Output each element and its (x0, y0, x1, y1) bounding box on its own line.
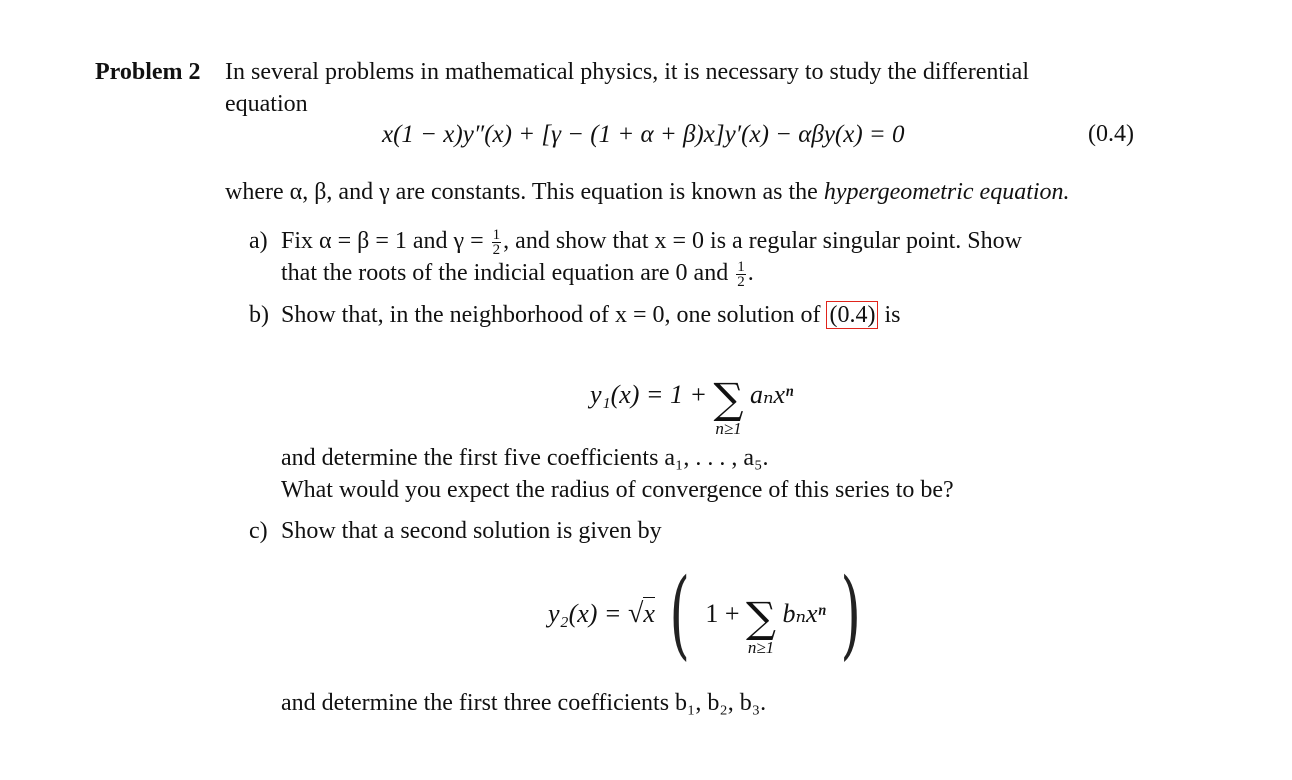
equation-ref-link[interactable]: (0.4) (826, 301, 878, 329)
square-root (628, 598, 655, 630)
formula-y1 (590, 352, 793, 438)
sqrt-argument: x (643, 599, 655, 628)
inner-lead: 1 + (705, 599, 740, 628)
problem-label: Problem 2 (95, 59, 201, 85)
fraction-one-half-2 (736, 260, 746, 289)
part-c-marker: c) (249, 518, 268, 544)
formula-y1-lhs: y₁(x) = 1 + (590, 380, 708, 409)
where-emphasis: hypergeometric equation. (823, 179, 1070, 205)
part-b-line-1-pre: Show that, in the neighborhood of x = 0, one solution of (281, 302, 821, 328)
part-b-marker: b) (249, 302, 269, 328)
where-line (225, 178, 1070, 206)
equation-ref-value: 0.4 (837, 302, 868, 328)
formula-y2-lhs: y₂(x) = (548, 599, 622, 628)
part-c-line-1: Show that a second solution is given by (281, 518, 662, 544)
summation-symbol: ∑ (713, 374, 744, 423)
part-a-line-2-pre: that the roots of the indicial equation are 0 and (281, 260, 729, 286)
part-a-marker: a) (249, 228, 268, 254)
summation-symbol: ∑ (746, 593, 777, 642)
part-a-line-1 (281, 227, 1022, 257)
part-c-line-2: and determine the first three coefficients b₁, b₂, b₃. (281, 690, 767, 716)
equation-number: (0.4) (1088, 121, 1134, 147)
formula-y2-term: bₙxⁿ (782, 599, 826, 628)
part-b-line-3: What would you expect the radius of convergence of this series to be? (281, 477, 954, 503)
summation-c (746, 593, 777, 657)
summation-b (713, 374, 744, 438)
formula-y1-term: aₙxⁿ (750, 380, 794, 409)
radical-sign-icon: √ (627, 598, 644, 629)
fraction-numerator: 1 (492, 226, 501, 243)
part-a-line-1-post: , and show that x = 0 is a regular singular point. Show (503, 228, 1022, 254)
main-equation: x(1 − x)y″(x) + [γ − (1 + α + β)x]y′(x) − αβy(x) = 0 (382, 121, 905, 148)
right-paren-icon: ) (840, 558, 862, 670)
part-a-line-2-post: . (747, 260, 754, 286)
formula-y2 (548, 558, 870, 670)
fraction-denominator: 2 (737, 273, 745, 290)
part-b-line-1 (281, 301, 901, 329)
summation-index: n≥1 (715, 419, 742, 438)
part-a-line-2 (281, 259, 754, 289)
intro-line-1: In several problems in mathematical physics, it is necessary to study the differential (225, 59, 1029, 85)
where-text: where α, β, and γ are constants. This equation is known as the (225, 179, 818, 205)
summation-index: n≥1 (747, 638, 775, 657)
left-paren-icon: ( (669, 558, 691, 670)
intro-line-2: equation (225, 91, 308, 117)
fraction-one-half (492, 228, 502, 257)
part-b-line-1-post: is (884, 302, 901, 328)
part-a-line-1-pre: Fix α = β = 1 and γ = (281, 228, 484, 254)
fraction-denominator: 2 (492, 241, 501, 258)
part-b-line-2: and determine the first five coefficients a₁, . . . , a₅. (281, 445, 769, 471)
fraction-numerator: 1 (737, 258, 745, 275)
